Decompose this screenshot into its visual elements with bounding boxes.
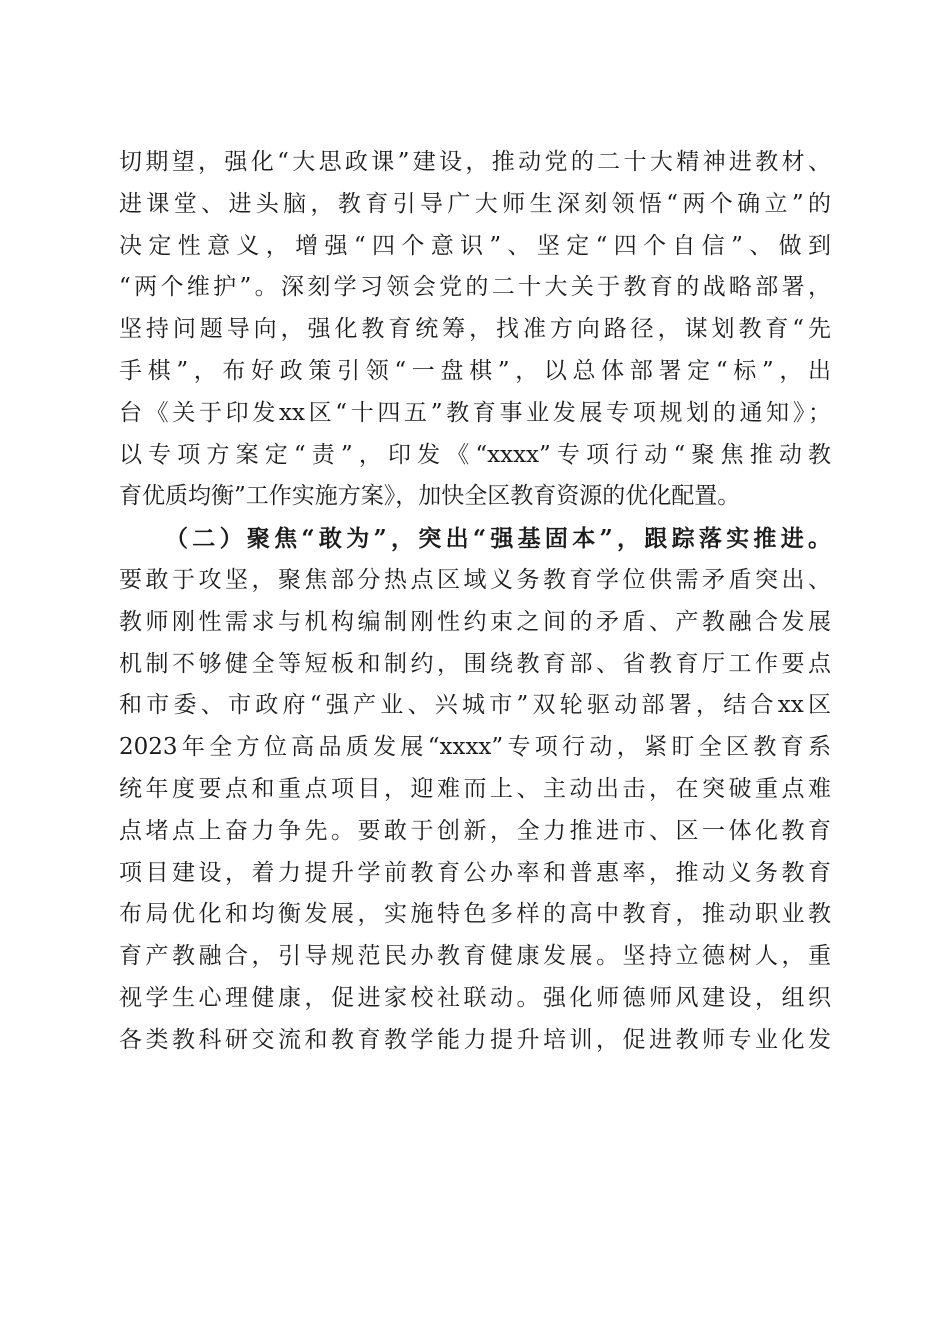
body-text xyxy=(119,142,831,1062)
text-line: 统年度要点和重点项目，迎难而上、主动出击，在突破重点难 xyxy=(119,775,831,802)
text-line: 育优质均衡”工作实施方案》，加快全区教育资源的优化配置。 xyxy=(119,483,741,510)
text-line: 教师刚性需求与机构编制刚性约束之间的矛盾、产教融合发展 xyxy=(119,608,831,635)
text-line: 以专项方案定“责”，印发《“xxxx”专项行动“聚焦推动教 xyxy=(119,441,831,468)
text-line: 点堵点上奋力争先。要敢于创新，全力推进市、区一体化教育 xyxy=(119,817,831,844)
text-line: 各类教科研交流和教育教学能力提升培训，促进教师专业化发 xyxy=(119,1026,831,1053)
text-line: 进课堂、进头脑，教育引导广大师生深刻领悟“两个确立”的 xyxy=(119,190,831,217)
text-line: 切期望，强化“大思政课”建设，推动党的二十大精神进教材、 xyxy=(119,149,831,175)
text-line: 台《关于印发xx区“十四五”教育事业发展专项规划的通知》； xyxy=(119,399,831,426)
text-line: 2023年全方位高品质发展“xxxx”专项行动，紧盯全区教育系 xyxy=(119,734,831,761)
text-line: 布局优化和均衡发展，实施特色多样的高中教育，推动职业教 xyxy=(119,901,831,928)
section-heading: （二）聚焦“敢为”，突出“强基固本”，跟踪落实推进。 xyxy=(165,525,831,553)
text-line: “两个维护”。深刻学习领会党的二十大关于教育的战略部署， xyxy=(119,274,831,301)
text-line: 机制不够健全等短板和制约，围绕教育部、省教育厅工作要点 xyxy=(119,650,831,677)
text-line: 项目建设，着力提升学前教育公办率和普惠率，推动义务教育 xyxy=(119,859,831,886)
text-line: 要敢于攻坚，聚焦部分热点区域义务教育学位供需矛盾突出、 xyxy=(119,566,831,593)
text-line: 和市委、市政府“强产业、兴城市”双轮驱动部署，结合xx区 xyxy=(119,692,831,719)
text-line: 手棋”，布好政策引领“一盘棋”，以总体部署定“标”，出 xyxy=(119,357,831,384)
text-line: 育产教融合，引导规范民办教育健康发展。坚持立德树人，重 xyxy=(119,943,831,970)
text-line: 坚持问题导向，强化教育统筹，找准方向路径，谋划教育“先 xyxy=(119,316,831,343)
text-line: 决定性意义，增强“四个意识”、坚定“四个自信”、做到 xyxy=(119,232,831,259)
text-line: 视学生心理健康，促进家校社联动。强化师德师风建设，组织 xyxy=(119,984,831,1011)
